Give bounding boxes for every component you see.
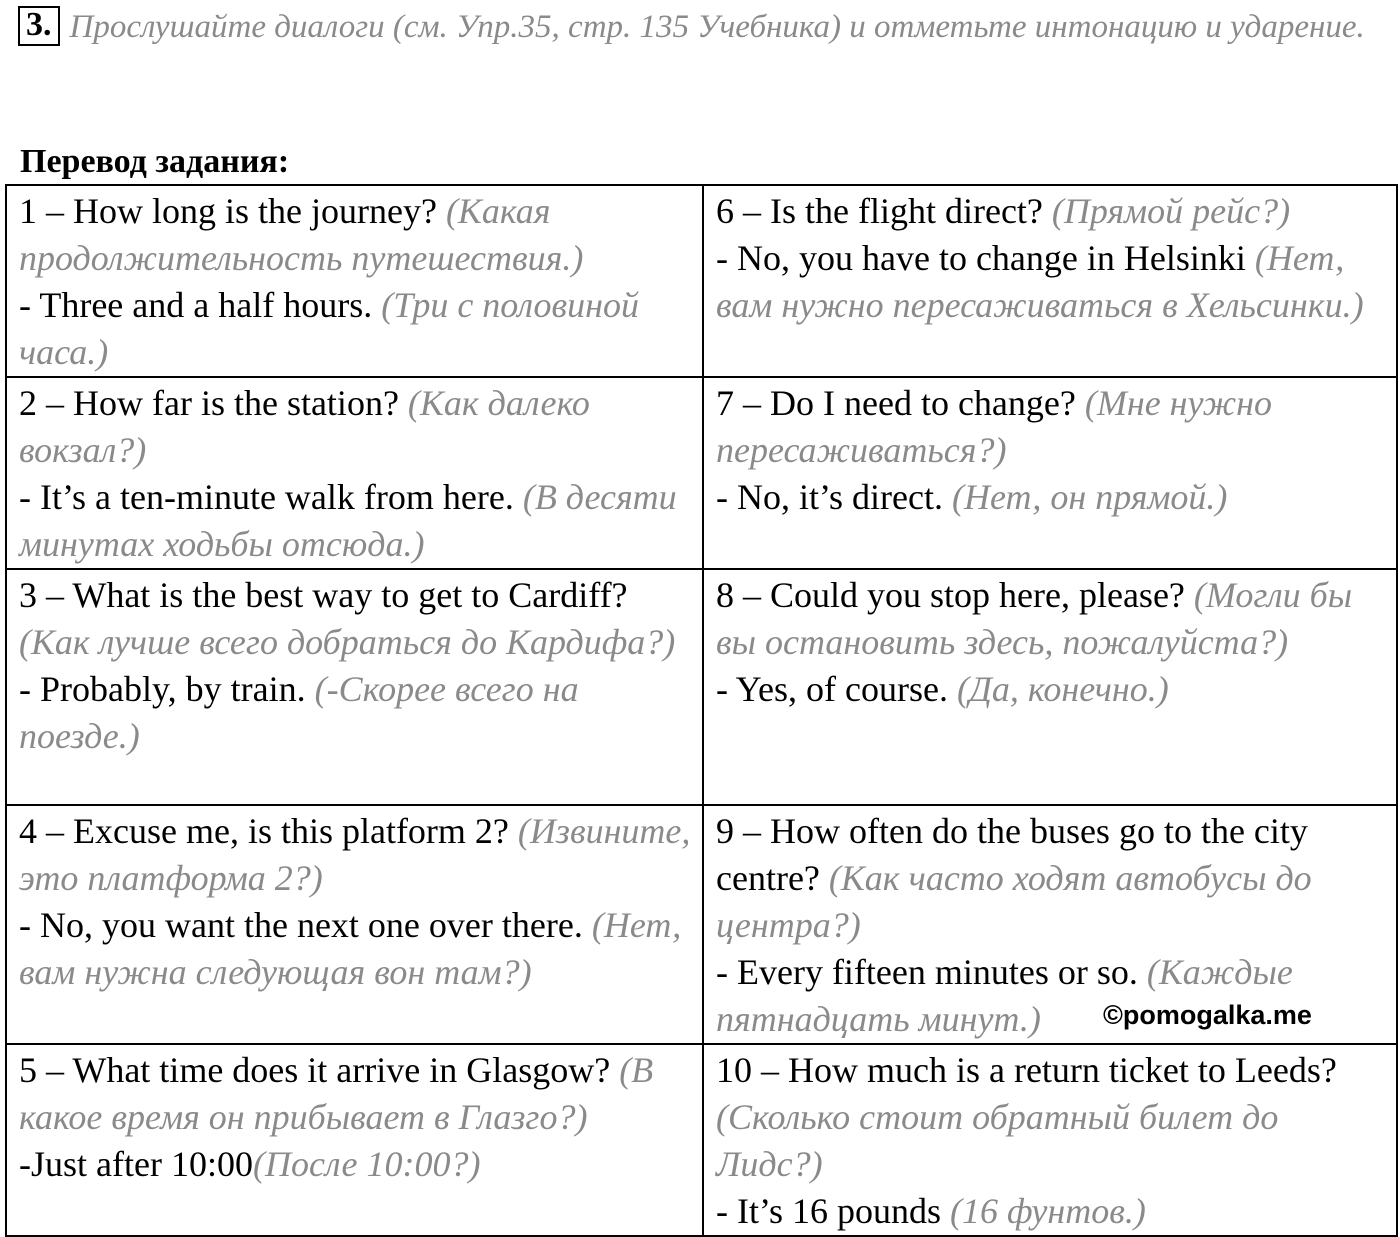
answer-translation: (Каждые пятнадцать минут.)	[716, 952, 1293, 1039]
dialog-cell-1	[6, 185, 703, 377]
question: 7 – Do I need to change?	[716, 383, 1076, 423]
answer-translation: (16 фунтов.)	[950, 1191, 1146, 1231]
dialog-cell-8	[703, 569, 1397, 805]
question: 5 – What time does it arrive in Glasgow?	[19, 1050, 611, 1090]
question: 2 – How far is the station?	[19, 383, 399, 423]
dialog-cell-7	[703, 377, 1397, 569]
question-translation: (Прямой рейс?)	[1051, 191, 1291, 231]
table-row	[6, 1044, 1397, 1236]
answer: - It’s 16 pounds	[716, 1191, 941, 1231]
task-statement	[18, 6, 1388, 49]
answer: - Yes, of course.	[716, 669, 948, 709]
question-translation: (Как лучше всего добраться до Кардифа?)	[19, 622, 676, 662]
task-instruction: Прослушайте диалоги (см. Упр.35, стр. 135 Учебника) и отметьте интонацию и ударение.	[69, 9, 1365, 45]
answer: -Just after 10:00	[19, 1144, 253, 1184]
dialog-cell-2	[6, 377, 703, 569]
answer: - Three and a half hours.	[19, 285, 373, 325]
dialog-cell-10	[703, 1044, 1397, 1236]
question: 6 – Is the flight direct?	[716, 191, 1043, 231]
answer-translation: (Три с половиной часа.)	[19, 285, 640, 372]
answer: - No, you have to change in Helsinki	[716, 238, 1246, 278]
question: 1 – How long is the journey?	[19, 191, 437, 231]
dialog-cell-4	[6, 805, 703, 1044]
answer-translation: (В десяти минутах ходьбы отсюда.)	[19, 477, 677, 564]
question: 3 – What is the best way to get to Cardiff?	[19, 575, 628, 615]
watermark: ©pomogalka.me	[1103, 1000, 1312, 1030]
dialog-cell-5	[6, 1044, 703, 1236]
question: 4 – Excuse me, is this platform 2?	[19, 811, 509, 851]
question: 10 – How much is a return ticket to Leeds?	[716, 1050, 1337, 1090]
table-row	[6, 569, 1397, 805]
task-number: 3.	[18, 6, 60, 46]
answer: - No, it’s direct.	[716, 477, 943, 517]
dialogs-table	[5, 184, 1398, 1237]
dialog-cell-3	[6, 569, 703, 805]
dialog-cell-6	[703, 185, 1397, 377]
answer-translation: (Нет, он прямой.)	[951, 477, 1228, 517]
question-translation: (Извините, это платформа 2?)	[19, 811, 691, 898]
table-row	[6, 185, 1397, 377]
answer: - No, you want the next one over there.	[19, 905, 583, 945]
question: 9 – How often do the buses go to the city centre?	[716, 811, 1308, 898]
answer: - Every fifteen minutes or so.	[716, 952, 1138, 992]
question: 8 – Could you stop here, please?	[716, 575, 1185, 615]
answer-translation: (Нет, вам нужно пересаживаться в Хельсинки.)	[716, 238, 1364, 325]
question-translation: (Сколько стоит обратный билет до Лидс?)	[716, 1097, 1279, 1184]
question-translation: (Мне нужно пересаживаться?)	[716, 383, 1272, 470]
translation-heading: Перевод задания:	[20, 143, 290, 180]
question-translation: (В какое время он прибывает в Глазго?)	[19, 1050, 654, 1137]
table-row	[6, 377, 1397, 569]
answer: - Probably, by train.	[19, 669, 306, 709]
answer-translation: (-Скорее всего на поезде.)	[19, 669, 579, 756]
question-translation: (Как далеко вокзал?)	[19, 383, 590, 470]
answer-translation: (Да, конечно.)	[956, 669, 1169, 709]
question-translation: (Могли бы вы остановить здесь, пожалуйста?)	[716, 575, 1353, 662]
question-translation: (Какая продолжительность путешествия.)	[19, 191, 584, 278]
question-translation: (Как часто ходят автобусы до центра?)	[716, 858, 1312, 945]
answer-translation: (Нет, вам нужна следующая вон там?)	[19, 905, 682, 992]
answer-translation: (После 10:00?)	[252, 1144, 481, 1184]
answer: - It’s a ten-minute walk from here.	[19, 477, 514, 517]
